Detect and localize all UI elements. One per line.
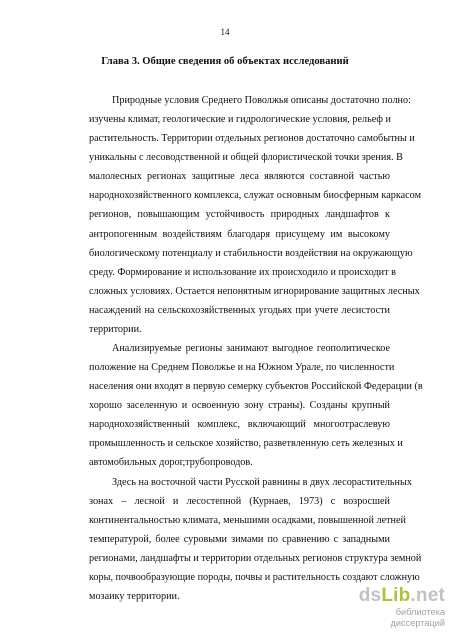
logo-lib: Lib [381,585,411,606]
chapter-heading: Глава 3. Общие сведения об объектах исследований [101,56,349,67]
text-line: сложных условиях. Остается непонятным игнорирование защитных лесных [89,285,420,297]
text-line: народнохозяйственный комплекс, включающий многоотраслевую [89,419,390,431]
dslib-watermark [340,586,445,629]
text-line: малолесных регионах защитные леса являются составной частью [89,171,390,183]
text-line: изучены климат, геологические и гидрологические условия, рельеф и [89,114,391,126]
text-line: уникальны с лесоводственной и общей флористической точки зрения. В [89,152,403,164]
text-line: зонах – лесной и лесостепной (Курнаев, 1973) с возросшей [89,495,390,507]
watermark-tagline: библиотека диссертаций [390,607,445,628]
logo-ds: ds [358,585,382,606]
text-line: коры, почвообразующие породы, почвы и растительность создают сложную [89,571,420,583]
text-line: промышленность и сельское хозяйство, разветвленную сеть железных и [89,438,403,450]
text-line: насаждений на сельскохозяйственных угодьях при учете лесистости [89,304,390,316]
text-line: температурой, более суровыми зимами по сравнению с западными [89,533,390,545]
text-line: населения они входят в первую семерку субъектов Российской Федерации (в [89,381,423,393]
paragraph-1 [89,91,422,339]
text-line: народнохозяйственного комплекса, служат основным биосферным каркасом [89,190,422,202]
dslib-logo [340,586,445,606]
text-line: антропогенным воздействиям благодаря присущему им высокому [89,228,390,240]
text-line: биологическому потенциалу и стабильности воздействия на окружающую [89,247,413,259]
text-line: растительность. Территории отдельных регионов достаточно самобытны и [89,133,415,145]
text-line: среду. Формирование и использование их происходило и происходит в [89,266,396,278]
text-line: положение на Среднем Поволжье и на Южном Урале, по численности [89,362,395,374]
text-line: Природные условия Среднего Поволжья описаны достаточно полно: [112,95,411,106]
text-line: хорошо заселенную и освоенную зону страны). Созданы крупный [89,400,390,412]
text-line: регионами, ландшафты и территории отдельных регионов структура земной [89,552,422,564]
text-line: территории. [89,323,142,335]
text-line: Здесь на восточной части Русской равнины в двух лесорастительных [112,476,412,488]
text-line: Анализируемые регионы занимают выгодное геополитическое [112,343,390,355]
logo-net: .net [410,585,445,606]
text-line: континентальностью климата, меньшими осадками, повышенной летней [89,514,406,526]
text-line: регионов, повышающим устойчивость природных ландшафтов к [89,209,390,221]
page-number: 14 [220,27,230,37]
paragraph-2 [89,339,423,473]
text-line: автомобильных дорог,трубопроводов. [89,457,253,469]
text-line: мозаику территории. [89,591,180,603]
